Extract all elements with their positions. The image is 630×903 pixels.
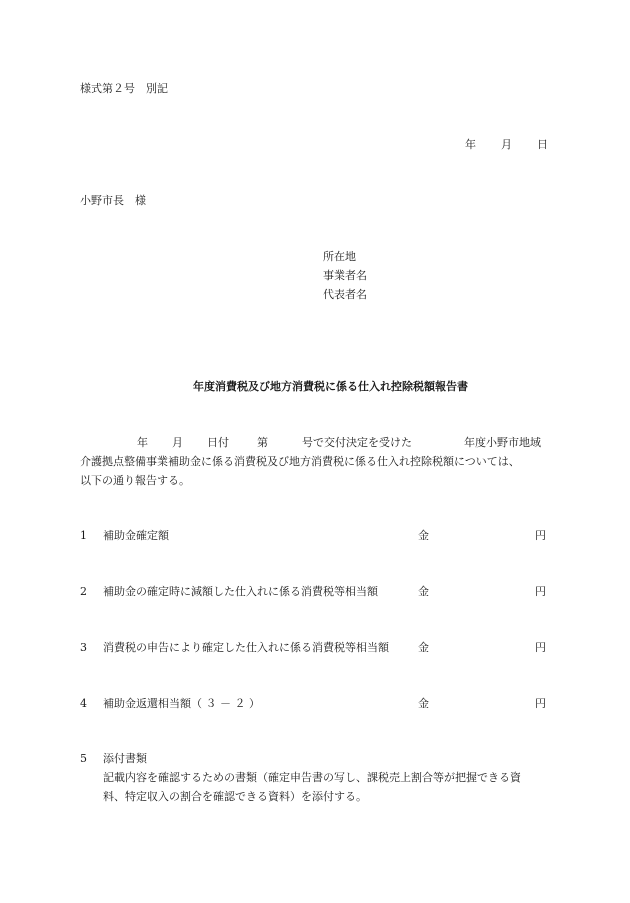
item-kin: 金 [418, 585, 429, 598]
item-number: 3 [80, 641, 87, 654]
item-label: 補助金の確定時に減額した仕入れに係る消費税等相当額 [103, 585, 378, 598]
intro-year: 年 [137, 436, 148, 449]
attachments-number: 5 [80, 752, 87, 765]
intro-line-3: 以下の通り報告する。 [80, 474, 190, 487]
item-2 [0, 584, 630, 599]
item-label: 補助金返還相当額（ ３ － ２ ） [103, 697, 260, 710]
intro-dai: 第 [257, 436, 268, 449]
intro-dayref: 日付 [207, 436, 229, 449]
item-yen: 円 [535, 585, 546, 598]
item-label: 消費税の申告により確定した仕入れに係る消費税等相当額 [103, 641, 389, 654]
business-name-label: 事業者名 [323, 269, 367, 282]
intro-fiscal: 年度小野市地域 [464, 436, 541, 449]
item-number: 1 [80, 529, 87, 542]
document-title: 年度消費税及び地方消費税に係る仕入れ控除税額報告書 [193, 380, 468, 393]
item-yen: 円 [535, 529, 546, 542]
item-3 [0, 640, 630, 655]
item-yen: 円 [535, 641, 546, 654]
item-4 [0, 696, 630, 711]
intro-line-2: 介護拠点整備事業補助金に係る消費税及び地方消費税に係る仕入れ控除税額については、 [80, 455, 520, 468]
item-label: 補助金確定額 [103, 529, 169, 542]
form-number: 様式第２号 別記 [80, 82, 168, 95]
date-year: 年 [465, 138, 476, 151]
item-yen: 円 [535, 697, 546, 710]
item-kin: 金 [418, 641, 429, 654]
intro-go: 号で交付決定を受けた [302, 436, 412, 449]
representative-label: 代表者名 [323, 288, 367, 301]
date-day: 日 [537, 138, 548, 151]
item-number: 4 [80, 697, 87, 710]
item-kin: 金 [418, 697, 429, 710]
item-number: 2 [80, 585, 87, 598]
attachments-line-2: 料、特定収入の割合を確認できる資料）を添付する。 [103, 790, 367, 803]
attachments-line-1: 記載内容を確認するための書類（確定申告書の写し、課税売上割合等が把握できる資 [103, 771, 521, 784]
intro-month: 月 [172, 436, 183, 449]
location-label: 所在地 [323, 250, 356, 263]
date-month: 月 [501, 138, 512, 151]
item-kin: 金 [418, 529, 429, 542]
attachments-heading: 添付書類 [103, 752, 147, 765]
item-1 [0, 528, 630, 543]
addressee: 小野市長 様 [80, 194, 146, 207]
